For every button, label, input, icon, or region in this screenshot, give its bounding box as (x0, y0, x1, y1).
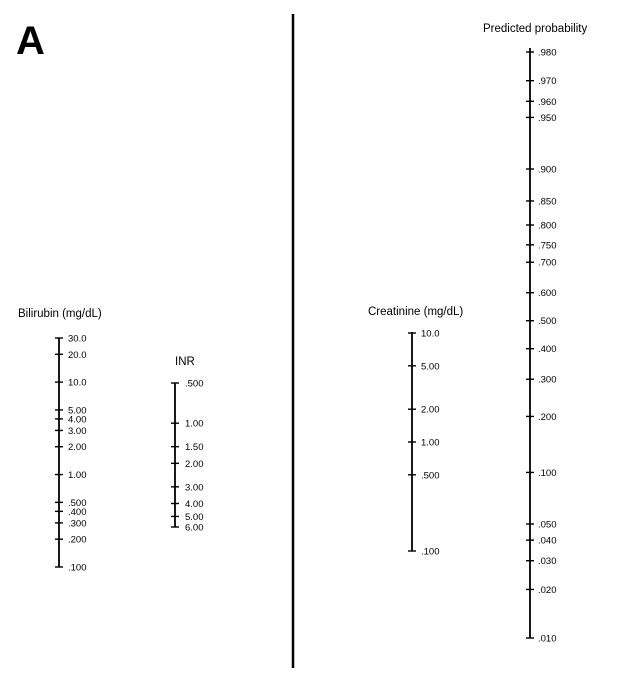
inr-tick-label: 4.00 (185, 499, 204, 511)
bilirubin-tick-label: .300 (68, 518, 87, 530)
inr-tick-label: 3.00 (185, 482, 204, 494)
bilirubin-title: Bilirubin (mg/dL) (18, 308, 102, 320)
probability-tick-label: .010 (538, 633, 557, 645)
creatinine-tick-label: .100 (421, 546, 440, 558)
bilirubin-tick-label: .400 (68, 506, 87, 518)
bilirubin-tick-label: 3.00 (68, 425, 87, 437)
probability-tick-label: .500 (538, 316, 557, 328)
probability-tick-label: .750 (538, 240, 557, 252)
bilirubin-tick-label: 5.00 (68, 405, 87, 417)
bilirubin-tick-label: 10.0 (68, 377, 87, 389)
bilirubin-scale (18, 308, 102, 574)
probability-tick-label: .960 (538, 96, 557, 108)
probability-tick-label: .800 (538, 220, 557, 232)
panel-label: A (16, 19, 45, 63)
creatinine-tick-label: .500 (421, 470, 440, 482)
creatinine-title: Creatinine (mg/dL) (368, 306, 464, 318)
creatinine-scale (368, 306, 463, 558)
inr-tick-label: 1.00 (185, 418, 204, 430)
bilirubin-tick-label: 2.00 (68, 442, 87, 454)
creatinine-tick-label: 10.0 (421, 328, 440, 340)
probability-tick-label: .200 (538, 411, 557, 423)
probability-tick-label: .700 (538, 257, 557, 269)
bilirubin-tick-label: 1.00 (68, 470, 87, 482)
inr-tick-label: 1.50 (185, 442, 204, 454)
bilirubin-tick-label: 20.0 (68, 349, 87, 361)
probability-tick-label: .300 (538, 374, 557, 386)
probability-tick-label: .100 (538, 467, 557, 479)
probability-tick-label: .030 (538, 556, 557, 568)
bilirubin-tick-label: .500 (68, 497, 87, 509)
bilirubin-tick-label: 4.00 (68, 414, 87, 426)
probability-tick-label: .980 (538, 47, 557, 59)
creatinine-tick-label: 2.00 (421, 404, 440, 416)
probability-title: Predicted probability (483, 23, 588, 35)
bilirubin-tick-label: .200 (68, 534, 87, 546)
creatinine-tick-label: 5.00 (421, 361, 440, 373)
probability-tick-label: .970 (538, 76, 557, 88)
inr-tick-label: 5.00 (185, 511, 204, 523)
inr-tick-label: .500 (185, 378, 204, 390)
bilirubin-tick-label: 30.0 (68, 333, 87, 345)
probability-tick-label: .050 (538, 519, 557, 531)
probability-tick-label: .950 (538, 112, 557, 124)
probability-tick-label: .400 (538, 344, 557, 356)
probability-tick-label: .040 (538, 535, 557, 547)
probability-scale (483, 23, 587, 645)
bilirubin-tick-label: .100 (68, 562, 87, 574)
inr-tick-label: 2.00 (185, 458, 204, 470)
probability-tick-label: .600 (538, 288, 557, 300)
probability-tick-label: .020 (538, 584, 557, 596)
probability-tick-label: .850 (538, 196, 557, 208)
inr-tick-label: 6.00 (185, 522, 204, 534)
probability-tick-label: .900 (538, 164, 557, 176)
creatinine-tick-label: 1.00 (421, 437, 440, 449)
inr-title: INR (175, 356, 195, 368)
inr-scale (171, 356, 204, 534)
